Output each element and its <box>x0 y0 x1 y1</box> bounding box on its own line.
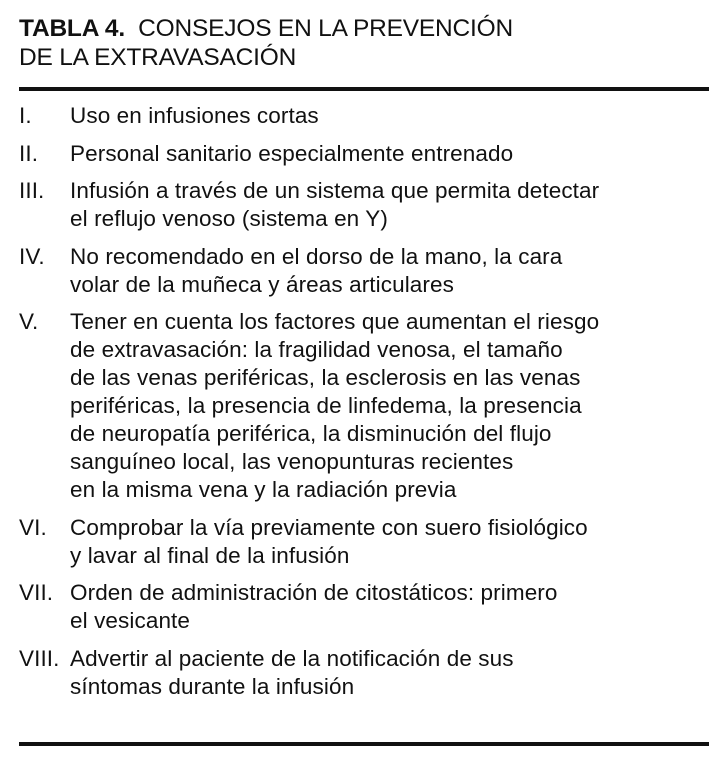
list-item <box>19 514 709 570</box>
item-text: Uso en infusiones cortas <box>70 103 319 128</box>
item-number: I. <box>19 103 32 128</box>
table-4 <box>19 14 709 699</box>
list-item <box>19 308 709 504</box>
item-number: VIII. <box>19 645 60 671</box>
bottom-rule <box>19 742 709 746</box>
table-label: TABLA 4. <box>19 15 125 42</box>
item-number: II. <box>19 140 39 166</box>
item-text: Infusión a través de un sistema que permita detectar el reflujo venoso (sistema en Y) <box>70 178 600 231</box>
list-item <box>19 243 709 299</box>
list-item <box>19 102 709 130</box>
item-number: VI. <box>19 514 47 540</box>
list-item <box>19 177 709 233</box>
item-text: Advertir al paciente de la notificación de sus síntomas durante la infusión <box>70 645 514 699</box>
list-item <box>19 645 709 701</box>
item-number: VII. <box>19 580 54 605</box>
table-title <box>19 14 709 72</box>
top-rule <box>19 87 709 91</box>
item-number: III. <box>19 178 45 203</box>
item-text: Orden de administración de citostáticos: primero el vesicante <box>70 580 558 633</box>
item-text: Tener en cuenta los factores que aumentan el riesgo de extravasación: la fragilidad venosa, el tamaño de las venas periféricas, la esclerosis en las venas periféricas, la presencia de linfedema, la presencia de neuropatía periférica, la disminución del flujo sanguíneo local, las venopunturas recientes en la misma vena y la radiación previa <box>70 309 600 502</box>
list-item <box>19 140 709 168</box>
table-title-line-2: DE LA EXTRAVASACIÓN <box>19 44 297 71</box>
item-text: Comprobar la vía previamente con suero fisiológico y lavar al final de la infusión <box>70 514 588 568</box>
item-number: IV. <box>19 243 45 269</box>
advice-list <box>19 102 709 710</box>
list-item <box>19 579 709 635</box>
item-text: No recomendado en el dorso de la mano, la cara volar de la muñeca y áreas articulares <box>70 243 563 297</box>
item-text: Personal sanitario especialmente entrenado <box>70 140 514 166</box>
table-title-line-1: CONSEJOS EN LA PREVENCIÓN <box>138 15 514 42</box>
item-number: V. <box>19 309 39 334</box>
